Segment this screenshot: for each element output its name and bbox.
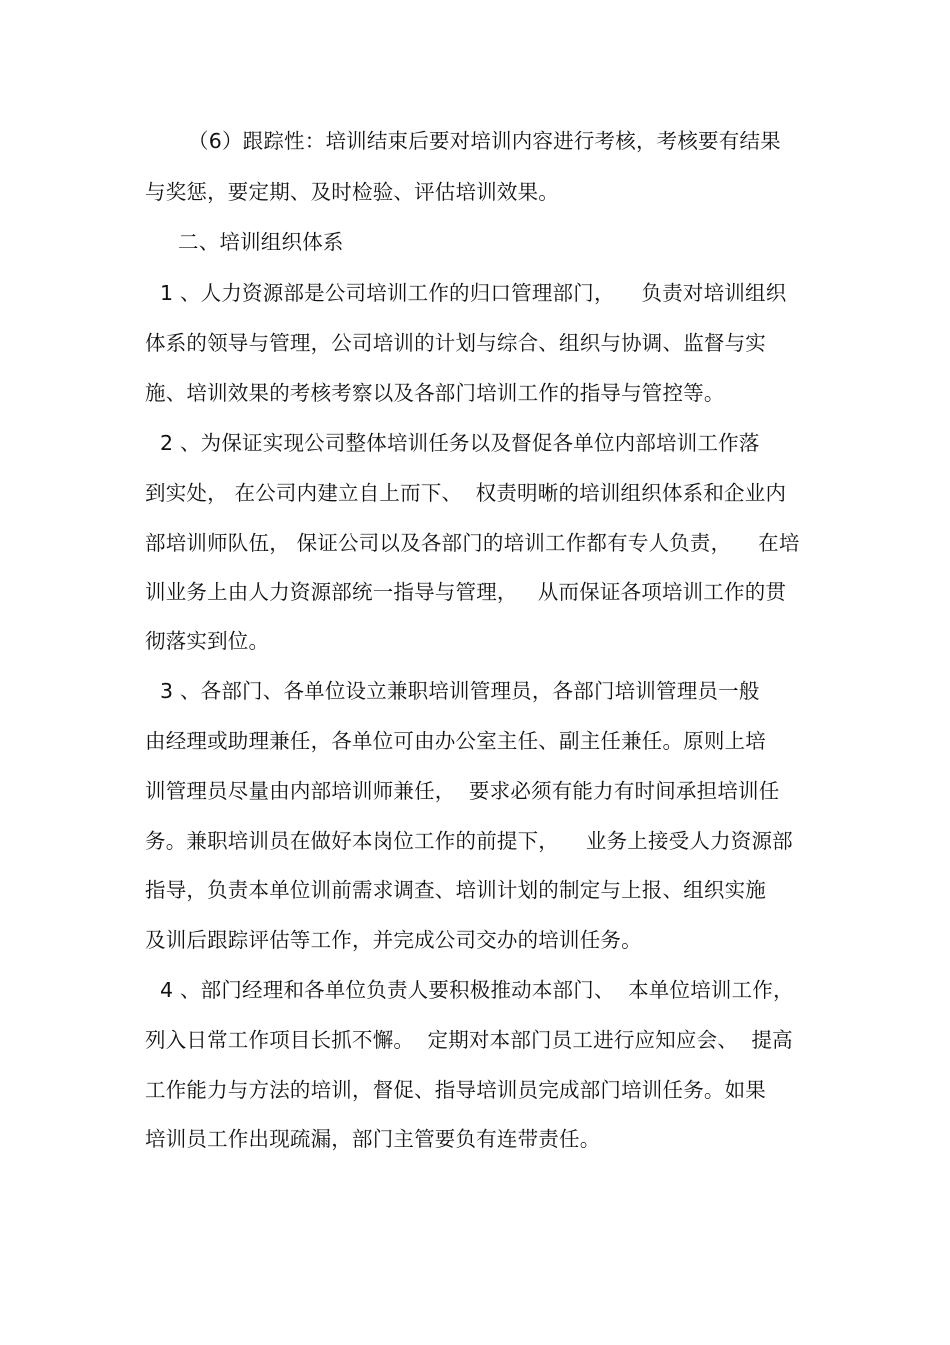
text-line-14: 训管理员尽量由内部培训师兼任， 要求必须有能力有时间承担培训任	[145, 779, 780, 803]
text-line-18: 4 、部门经理和各单位负责人要积极推动本部门、 本单位培训工作，	[160, 978, 794, 1002]
text-line-6: 施、培训效果的考核考察以及各部门培训工作的指导与管控等。	[145, 381, 725, 405]
text-line-17: 及训后跟踪评估等工作，并完成公司交办的培训任务。	[145, 928, 642, 952]
text-line-13: 由经理或助理兼任，各单位可由办公室主任、副主任兼任。原则上培	[145, 729, 766, 753]
text-line-8: 到实处， 在公司内建立自上而下、 权责明晰的培训组织体系和企业内	[145, 481, 787, 505]
text-line-7: 2 、为保证实现公司整体培训任务以及督促各单位内部培训工作落	[160, 431, 760, 455]
text-line-10: 训业务上由人力资源部统一指导与管理， 从而保证各项培训工作的贯	[145, 580, 787, 604]
text-line-4: 1 、人力资源部是公司培训工作的归口管理部门， 负责对培训组织	[160, 281, 787, 305]
text-line-12: 3 、各部门、各单位设立兼职培训管理员，各部门培训管理员一般	[160, 679, 760, 703]
text-line-11: 彻落实到位。	[145, 629, 270, 653]
text-line-21: 培训员工作出现疏漏，部门主管要负有连带责任。	[145, 1127, 601, 1151]
text-line-16: 指导，负责本单位训前需求调查、培训计划的制定与上报、组织实施	[145, 878, 766, 902]
text-line-15: 务。兼职培训员在做好本岗位工作的前提下， 业务上接受人力资源部	[145, 829, 793, 853]
text-line-5: 体系的领导与管理，公司培训的计划与综合、组织与协调、监督与实	[145, 331, 766, 355]
text-line-2: 与奖惩，要定期、及时检验、评估培训效果。	[145, 180, 559, 204]
section-heading: 二、培训组织体系	[178, 230, 344, 254]
text-line-19: 列入日常工作项目长抓不懈。 定期对本部门员工进行应知应会、 提高	[145, 1028, 793, 1052]
text-line-9: 部培训师队伍， 保证公司以及各部门的培训工作都有专人负责， 在培	[145, 531, 800, 555]
text-line-20: 工作能力与方法的培训，督促、指导培训员完成部门培训任务。如果	[145, 1078, 766, 1102]
text-line-1: （6）跟踪性：培训结束后要对培训内容进行考核，考核要有结果	[188, 129, 781, 153]
